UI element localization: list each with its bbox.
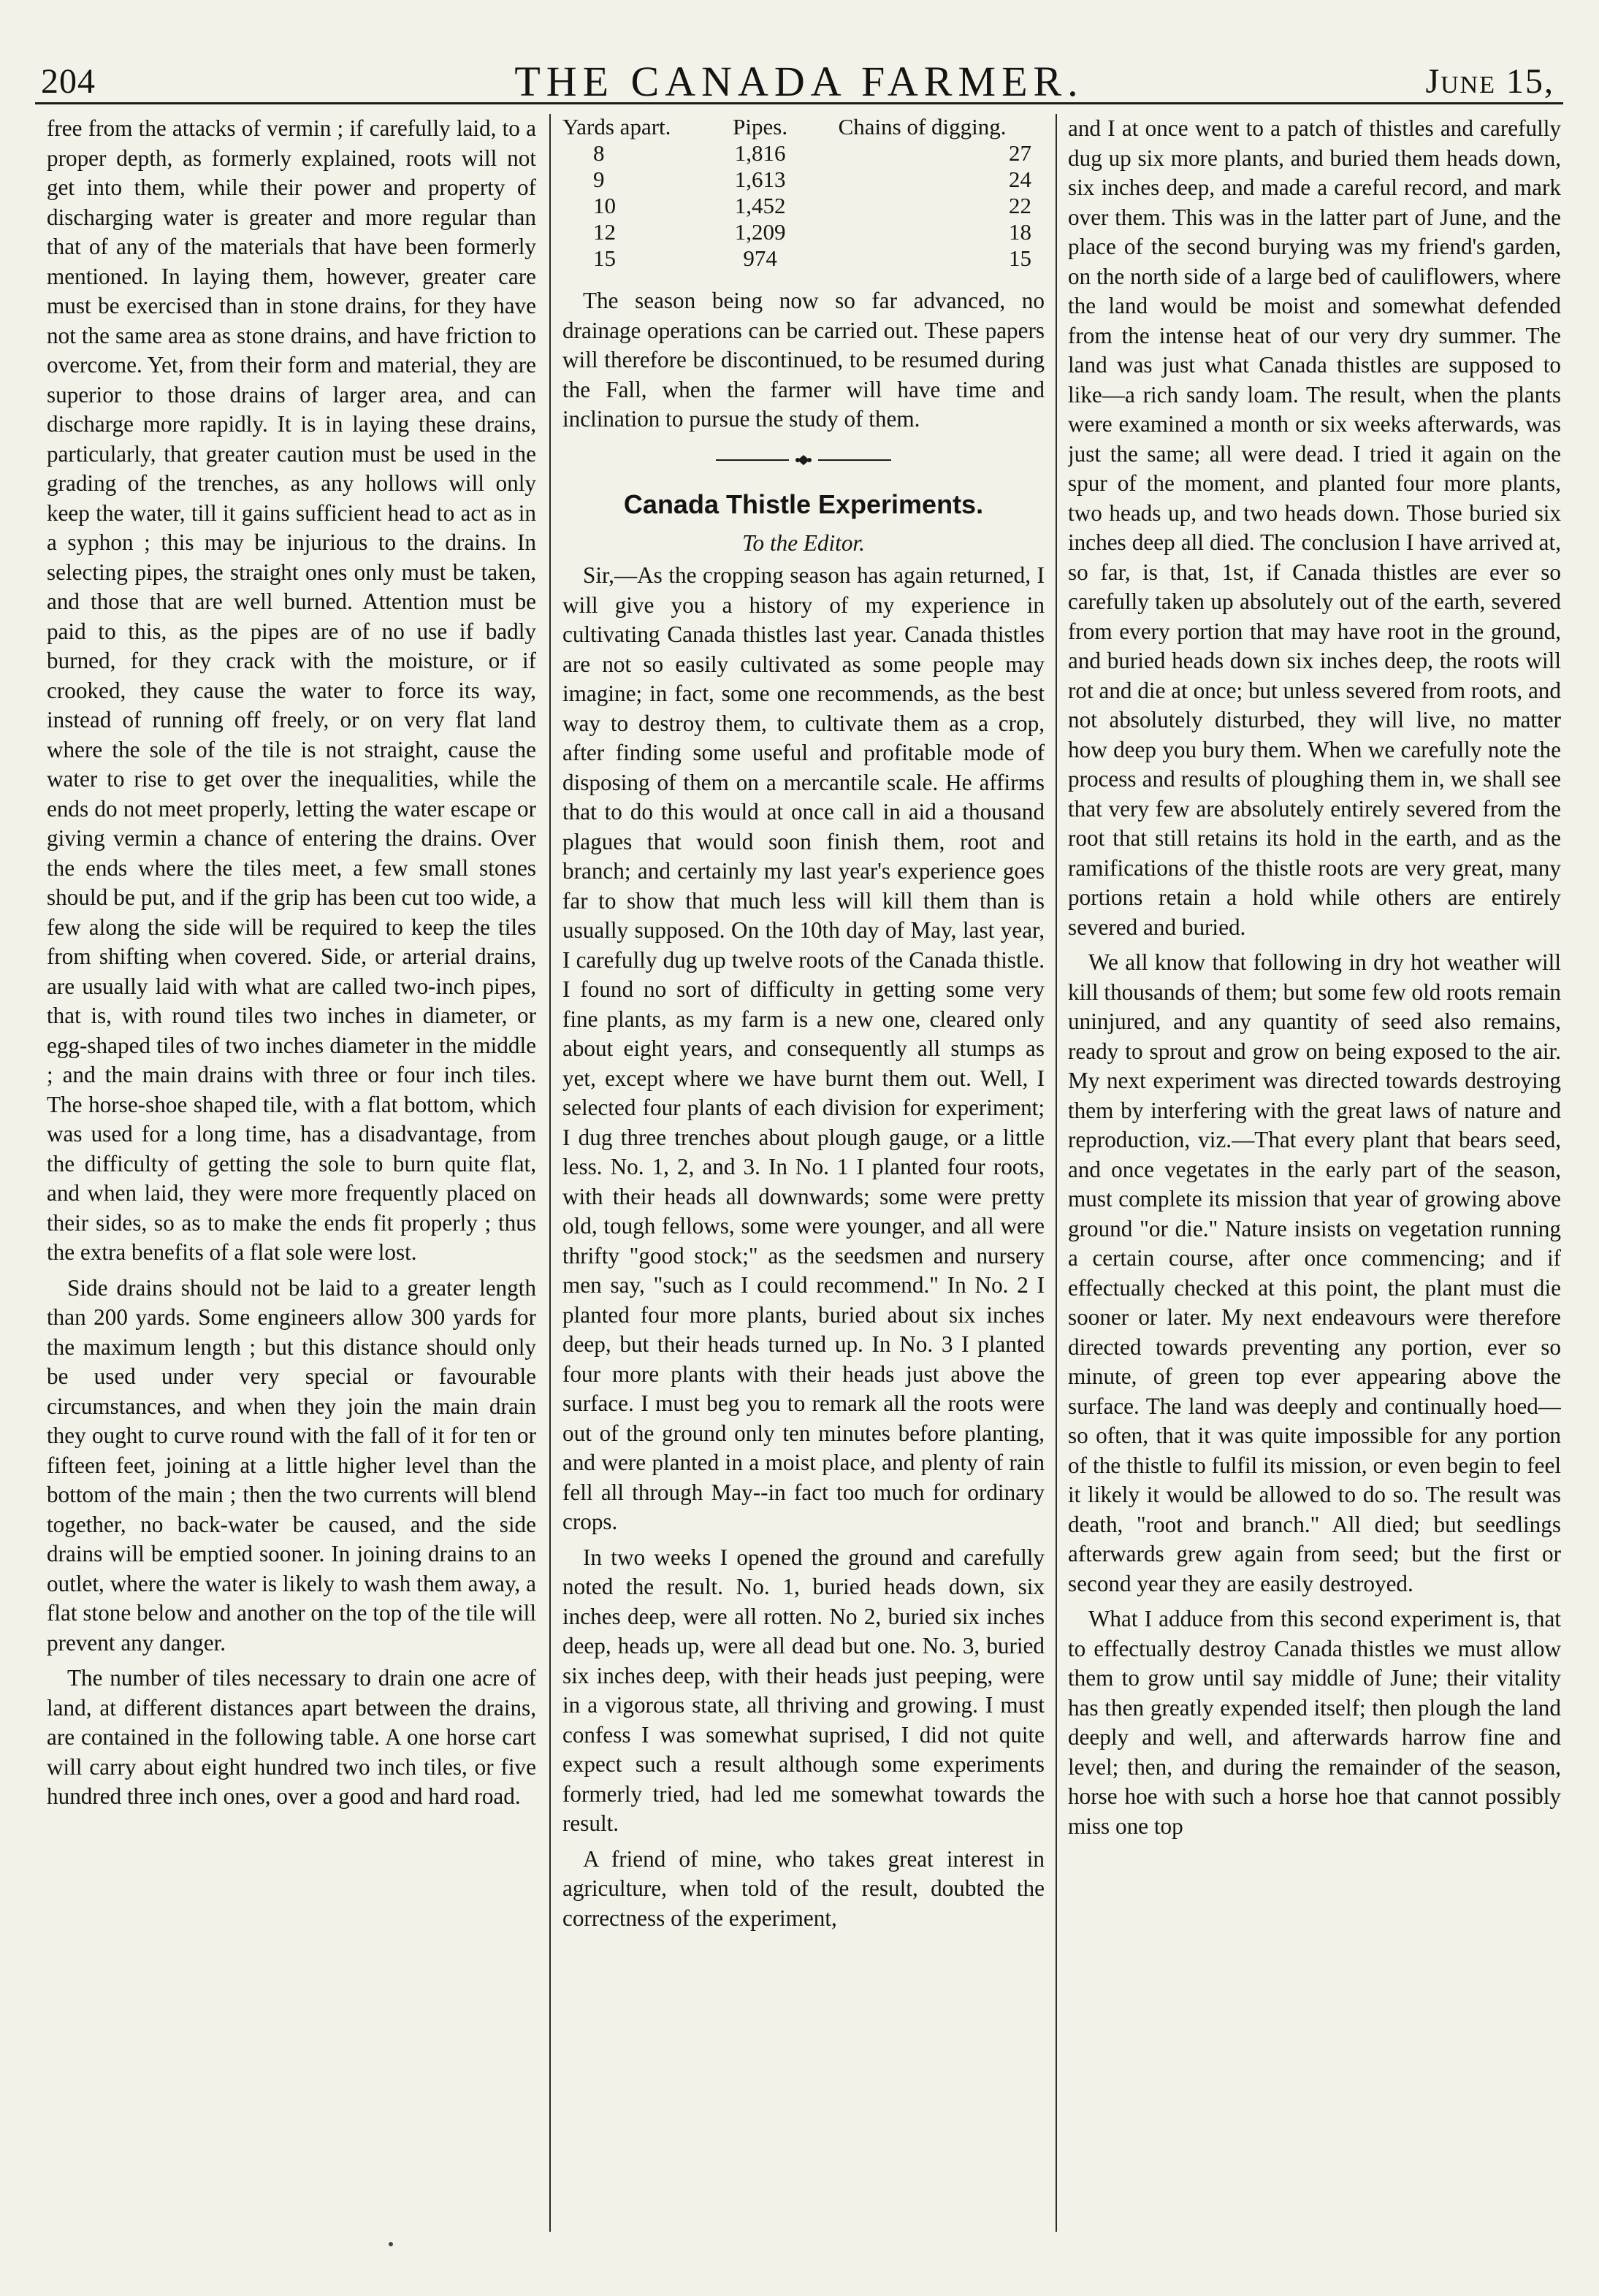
publication-title: THE CANADA FARMER. [514, 58, 1084, 105]
yards-cell: 12 [593, 219, 616, 245]
pipes-cell: 1,816 [734, 140, 786, 166]
article-title: Canada Thistle Experiments. [623, 489, 984, 519]
paragraph: free from the attacks of vermin ; if carefully laid, to a proper depth, as formerly explained, roots will not get into them, while their power and property of discharging water is greater and more regular than that of any of the materials that have been formerly mentioned. In laying them, however, greater care must be exercised than in stone drains, for they have not the same area as stone drains, and have friction to overcome. Yet, from their form and material, they are superior to those drains of larger area, and can discharge more rapidly. It is in laying these drains, particularly, that greater caution must be used in the grading of the trenches, as any hollows will only keep the water, till it gains sufficient head to act as in a syphon ; this may be injurious to the drains. In selecting pipes, the straight ones only must be taken, and those that are well burned. Attention must be paid to this, as the pipes are of no use if badly burned, for they crack with the moisture, or if crooked, they cause the water to force its way, instead of running off freely, or on very flat land where the sole of the tile is not straight, cause the water to rise to get over the inequalities, while the ends do not meet properly, letting the water escape or giving vermin a chance of entering the drains. Over the ends where the tiles meet, a few small stones should be put, and if the grip has been cut too wide, a few along the side will be required to keep the tiles from shifting when covered. Side, or arterial drains, are usually laid with what are called two-inch pipes, that is, with round tiles two inches in diameter, or egg-shaped tiles of two inches diameter in the middle ; and the main drains with three or four inch tiles. The horse-shoe shaped tile, with a flat bottom, which was used for a long time, has a disadvantage, from the difficulty of getting the sole to burn quite flat, and when laid, they were more frequently placed on their sides, so as to make the ends fit properly ; thus the extra benefits of a flat sole were lost. [47, 115, 536, 1265]
section-divider-ornament [562, 448, 1045, 478]
table-row [562, 193, 1045, 219]
column-1 [47, 114, 536, 2254]
chains-cell: 15 [1009, 245, 1031, 271]
pipes-cell: 1,613 [734, 167, 786, 192]
print-speck [389, 2242, 393, 2246]
issue-date: June 15, [1425, 62, 1554, 101]
yards-cell: 8 [593, 140, 605, 166]
table-row [562, 219, 1045, 245]
paragraph: The season being now so far advanced, no drainage operations can be carried out. These papers will therefore be discontinued, to be resumed during the Fall, when the farmer will have time and inclination to pursue the study of them. [562, 288, 1045, 432]
pipes-cell: 974 [743, 245, 777, 271]
column-header: Yards apart. [562, 114, 671, 139]
paragraph: The number of tiles necessary to drain one acre of land, at different distances apart between the drains, are contained in the following table. A one horse cart will carry about eight hundred two inch tiles, or five hundred three inch ones, over a good and hard road. [47, 1665, 536, 1809]
page-number: 204 [41, 62, 96, 101]
table-row [562, 167, 1045, 193]
column-header: Chains of digging. [838, 114, 1007, 139]
column-3 [1068, 114, 1561, 2254]
paragraph: What I adduce from this second experiment is, that to effectually destroy Canada thistles we must allow them to grow until say middle of June; their vitality has then greatly expended itself; then plough the land deeply and well, and afterwards harrow fine and level; then, and during the remainder of the season, horse hoe with such a horse hoe that cannot possibly miss one top [1068, 1606, 1561, 1839]
paragraph: Sir,—As the cropping season has again returned, I will give you a history of my experience in cultivating Canada thistles last year. Canada thistles are not so easily cultivated as some people may imagine; in fact, some one recommends, as the best way to destroy them, to cultivate them as a crop, after finding some useful and profitable mode of disposing of them on a mercantile scale. He affirms that to do this would at once call in aid a thousand plagues that would soon finish them, root and branch; and certainly my last year's experience goes far to show that much less will kill them than is usually supposed. On the 10th day of May, last year, I carefully dug up twelve roots of the Canada thistle. I found no sort of difficulty in getting some very fine plants, as my farm is a new one, cleared only about eight years, and consequently all stumps as yet, except where we have burnt them out. Well, I selected four plants of each division for experiment; I dug three trenches about plough gauge, or a little less. No. 1, 2, and 3. In No. 1 I planted four roots, with their heads all downwards; some were pretty old, tough fellows, some were younger, and all were thrifty "good stock;" as the seedsmen and nursery men say, "such as I could recommend." In No. 2 I planted four more plants, buried about six inches deep, but their heads turned up. In No. 3 I planted four more plants with their heads just above the surface. I must beg you to remark all the roots were out of the ground only ten minutes before planting, and were planted in a moist place, and plenty of rain fell all through May--in fact too much for ordinary crops. [562, 562, 1045, 1534]
column-header: Pipes. [733, 114, 788, 139]
yards-cell: 10 [593, 193, 616, 218]
paragraph: We all know that following in dry hot weather will kill thousands of them; but some few old roots remain uninjured, and any quantity of seed also remains, ready to sprout and grow on being exposed to the air. My next experiment was directed towards destroying them by interfering with the great laws of nature and reproduction, viz.—That every plant that bears seed, and once vegetates in the early part of the season, must complete its mission that year of growing above ground "or die." Nature insists on vegetation running a certain course, after once commencing; and if effectually checked at this point, the plant must die sooner or later. My next endeavours were therefore directed towards preventing any portion, ever so minute, of green top ever appearing above the surface. The land was deeply and continually hoed—so often, that it was quite impossible for any portion of the thistle to fulfil its mission, or even begin to feel it likely it would be allowed to do so. The result was death, "root and branch." All died; but seedlings afterwards grew again from seed; but the first or second year they are easily destroyed. [1068, 949, 1561, 1596]
salutation: To the Editor. [742, 529, 865, 556]
pipes-cell: 1,452 [734, 193, 786, 218]
yards-cell: 9 [593, 167, 605, 192]
column-divider [1056, 114, 1057, 2232]
paragraph: Side drains should not be laid to a greater length than 200 yards. Some engineers allow 300 yards for the maximum length ; but this distance should only be used under very special or favourable circumstances, and when they join the main drain they ought to curve round with the fall of it for ten or fifteen feet, joining at a little higher level than the bottom of the main ; then the two currents will blend together, no back-water be caused, and the side drains will be emptied sooner. In joining drains to an outlet, where the water is likely to wash them away, a flat stone below and another on the top of the tile will prevent any danger. [47, 1274, 536, 1656]
paragraph: A friend of mine, who takes great interest in agriculture, when told of the result, doubted the correctness of the experiment, [562, 1845, 1045, 1931]
table-header-row [562, 114, 1045, 140]
chains-cell: 18 [1009, 219, 1031, 245]
chains-cell: 27 [1009, 140, 1031, 166]
pipes-cell: 1,209 [734, 219, 786, 245]
table-row [562, 140, 1045, 167]
paragraph: and I at once went to a patch of thistles and carefully dug up six more plants, and buried them heads down, six inches deep, and made a careful record, and mark over them. This was in the latter part of June, and the place of the second burying was my friend's garden, on the north side of a large bed of cauliflowers, where the land would be moist and somewhat defended from the intense heat of our very dry summer. The land was just what Canada thistles are supposed to like—a rich sandy loam. The result, when the plants were examined a month or six weeks afterwards, was just the same; all were dead. I tried it again on the spur of the moment, and planted four more plants, two heads up, and two heads down. Those buried six inches deep all died. The conclusion I have arrived at, so far, is that, 1st, if Canada thistles are ever so carefully taken up absolutely out of the earth, severed from every portion that may have root in the ground, and buried heads down six inches deep, the roots will rot and die at once; but unless severed from roots, and not absolutely disturbed, they will live, no matter how deep you bury them. When we carefully note the process and results of ploughing them in, we shall see that very few are absolutely entirely severed from the root that still retains its hold in the earth, and as the ramifications of the thistle roots are very great, many portions retain a hold while others are entirely severed and buried. [1068, 115, 1561, 940]
chains-cell: 24 [1009, 167, 1031, 192]
paragraph: In two weeks I opened the ground and carefully noted the result. No. 1, buried heads down, six inches deep, were all rotten. No 2, buried six inches deep, heads up, were all dead but one. No. 3, buried six inches deep, with their heads just peeping, were in a vigorous state, all thriving and growing. I must confess I was somewhat suprised, I did not quite expect such a result although some experiments formerly tried, had led me somewhat towards the result. [562, 1544, 1045, 1836]
tile-drainage-table [562, 114, 1045, 272]
table-row [562, 245, 1045, 272]
yards-cell: 15 [593, 245, 616, 271]
chains-cell: 22 [1009, 193, 1031, 218]
column-2 [562, 114, 1045, 2254]
column-divider [549, 114, 551, 2232]
masthead [35, 29, 1563, 104]
